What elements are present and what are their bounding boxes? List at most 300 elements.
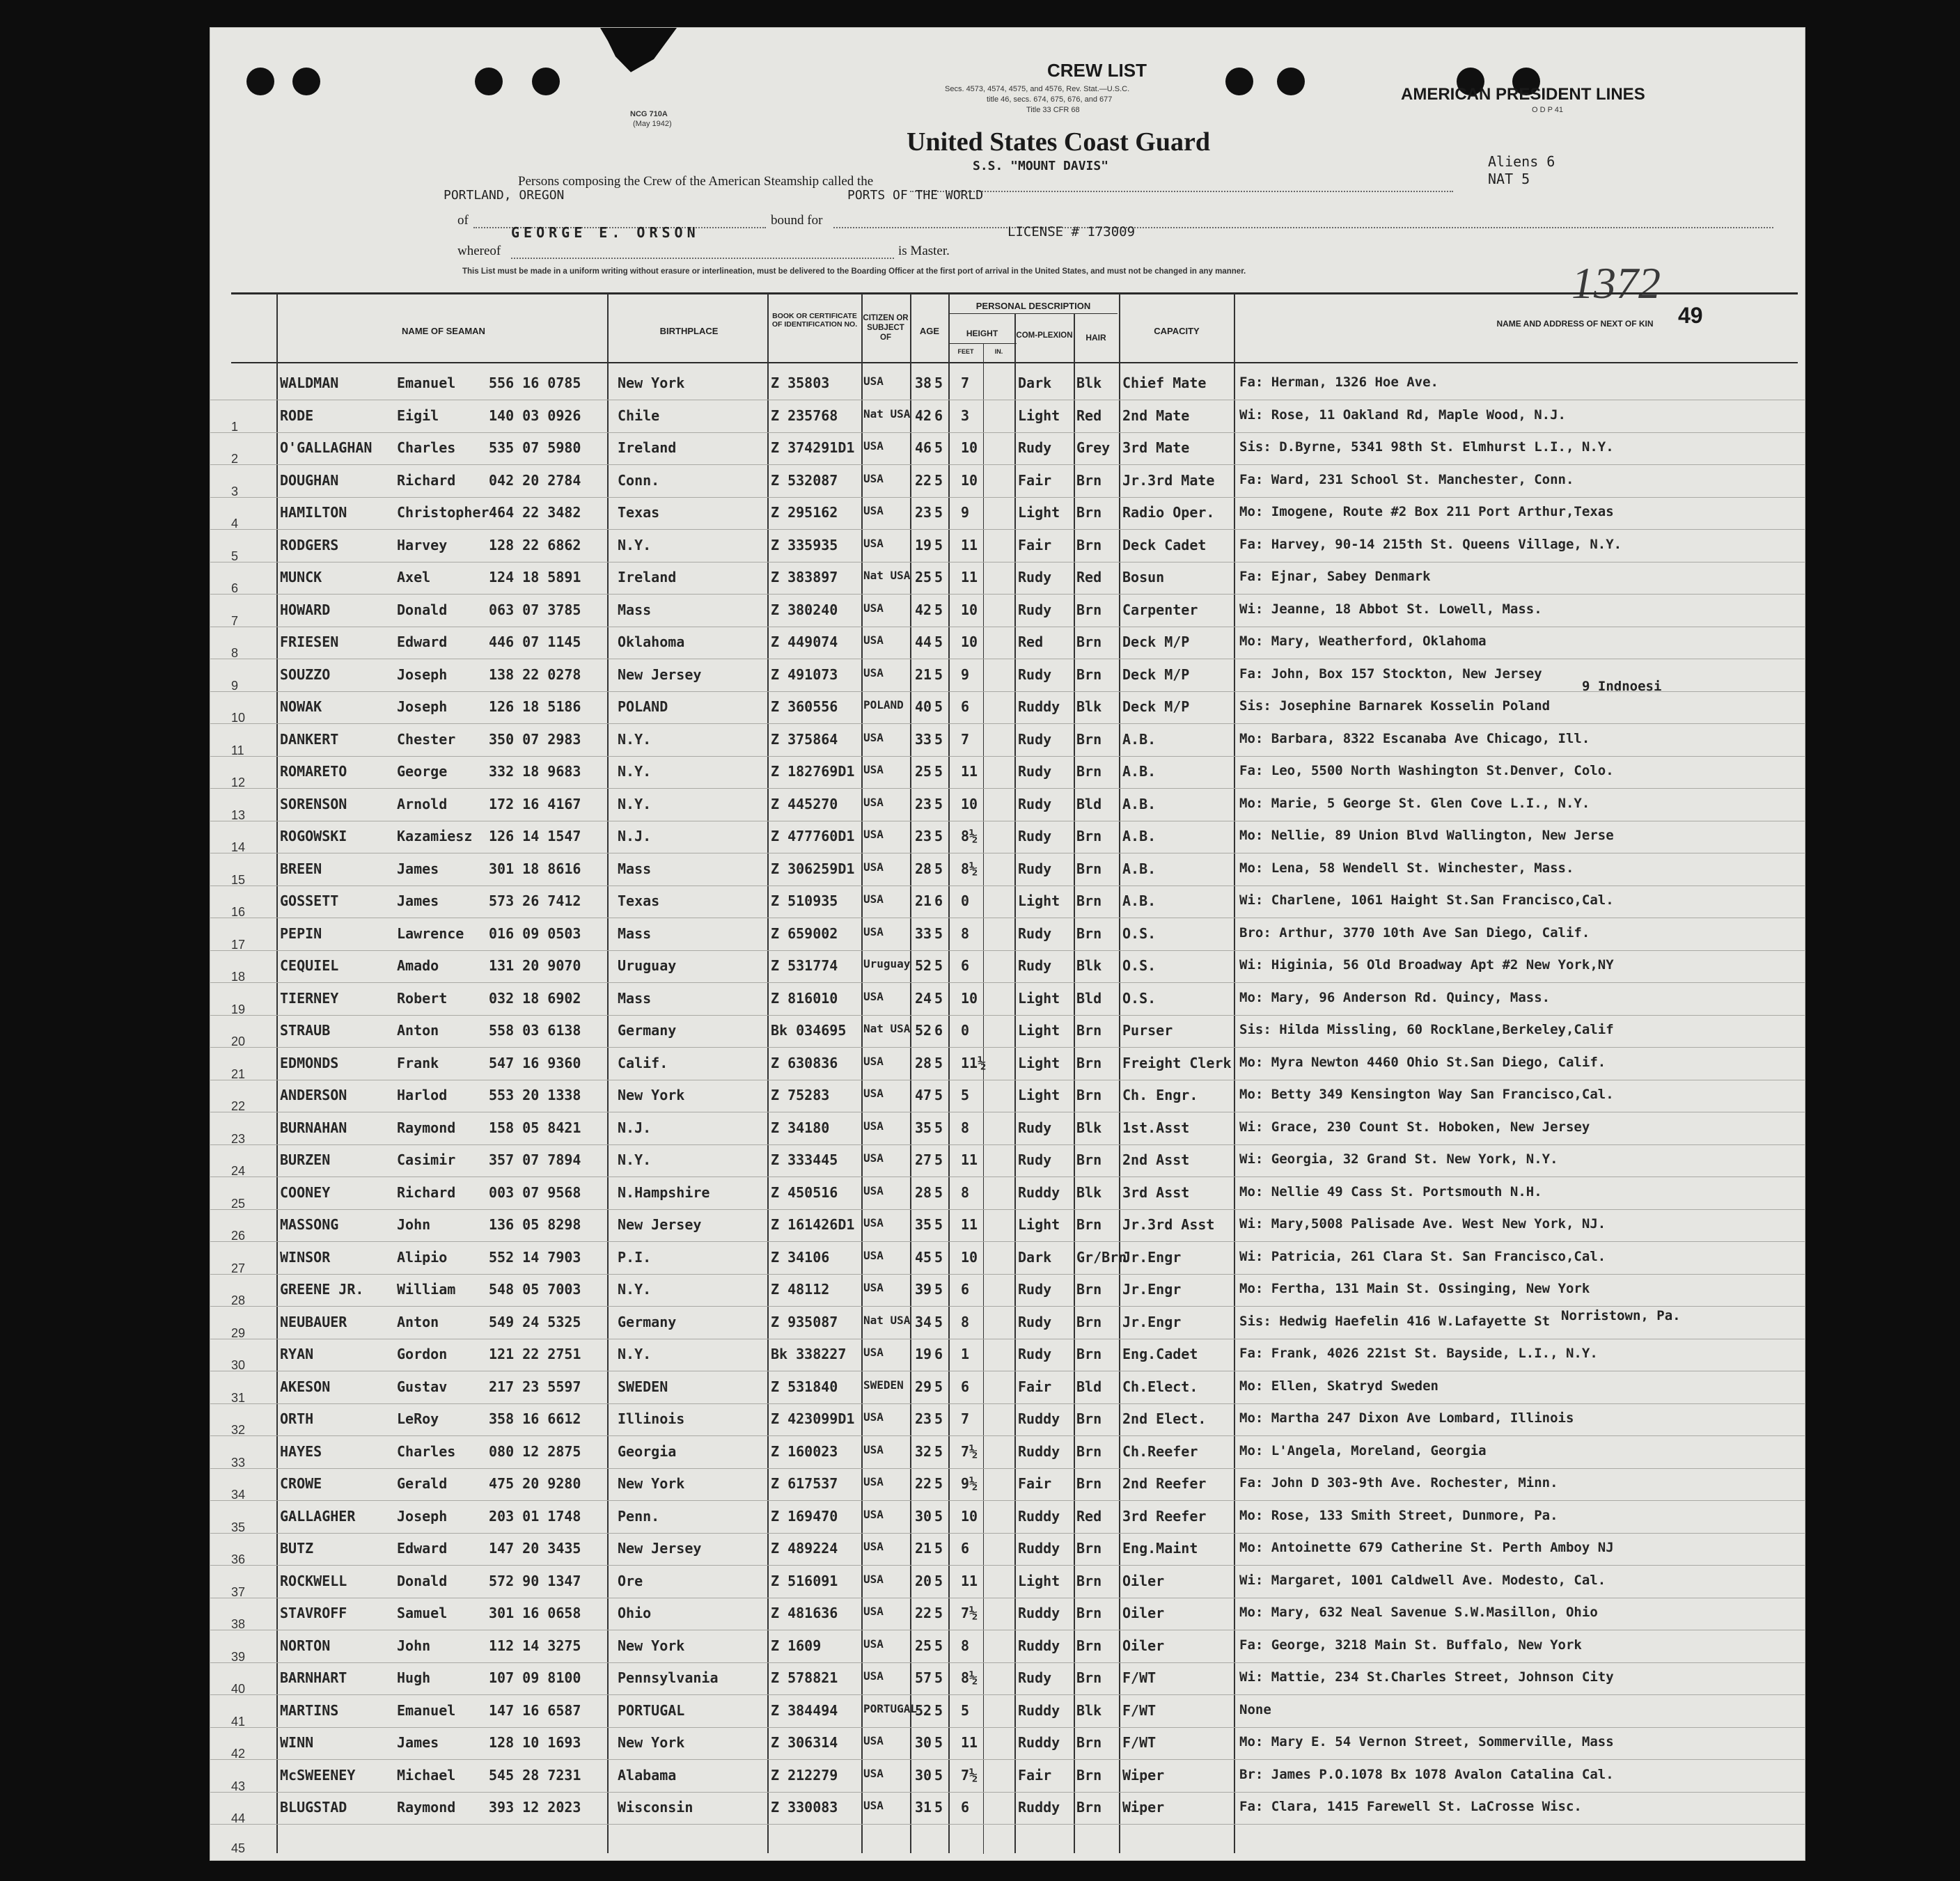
cell-capacity: Jr.Engr (1122, 1313, 1182, 1330)
cell-citizen: USA (863, 1766, 884, 1780)
cell-complexion: Rudy (1018, 1346, 1052, 1362)
cell-ssn: 042 20 2784 (489, 471, 581, 489)
cell-cert: Z 617537 (771, 1475, 838, 1492)
cell-birthplace: Wisconsin (618, 1799, 693, 1816)
cell-cert: Z 531840 (771, 1378, 838, 1395)
cell-given: Gustav (397, 1378, 448, 1395)
cell-kin: None (1239, 1701, 1271, 1717)
cell-capacity: Ch.Elect. (1122, 1378, 1198, 1395)
cell-surname: ROGOWSKI (280, 828, 347, 844)
cell-hair: Red (1076, 569, 1102, 585)
whereof-label: whereof (457, 244, 501, 258)
table-row (210, 1015, 1805, 1048)
cell-in: 10 (961, 795, 978, 812)
form-title: CREW LIST (1047, 60, 1147, 81)
cell-complexion: Dark (1018, 375, 1052, 391)
cell-cert: Z 330083 (771, 1799, 838, 1816)
cell-ft: 5 (934, 860, 943, 877)
col-personal-header: PERSONAL DESCRIPTION (975, 301, 1091, 311)
cell-ssn: 203 01 1748 (489, 1507, 581, 1525)
cell-given: Harvey (397, 536, 448, 553)
cell-kin: Fa: Leo, 5500 North Washington St.Denver, Colo. (1239, 763, 1614, 778)
cell-capacity: Oiler (1122, 1572, 1165, 1589)
cell-birthplace: Calif. (618, 1054, 668, 1071)
cell-complexion: Ruddy (1018, 698, 1060, 715)
line-number: 34 (231, 1488, 246, 1502)
cell-complexion: Fair (1018, 536, 1052, 553)
cell-citizen: USA (863, 633, 884, 647)
cell-ssn: 332 18 9683 (489, 763, 581, 780)
cell-hair: Brn (1076, 860, 1102, 877)
cell-ft: 5 (934, 1410, 943, 1427)
cell-capacity: 2nd Asst (1122, 1151, 1190, 1168)
cell-capacity: A.B. (1122, 730, 1157, 748)
cell-cert: Z 445270 (771, 795, 838, 812)
cell-cert: Z 578821 (771, 1669, 838, 1686)
cell-ssn: 147 20 3435 (489, 1540, 581, 1557)
cell-age: 31 (915, 1799, 932, 1816)
table-row (210, 1436, 1805, 1469)
cell-in: 7½ (961, 1442, 978, 1460)
agency-title: United States Coast Guard (907, 127, 1210, 157)
cell-birthplace: New York (618, 375, 685, 391)
cell-kin: Wi: Mattie, 234 St.Charles Street, Johnson City (1239, 1669, 1614, 1685)
cell-citizen: USA (863, 1054, 884, 1068)
cell-ft: 5 (934, 504, 943, 521)
cell-given: Gordon (397, 1346, 448, 1362)
cell-ssn: 558 03 6138 (489, 1022, 581, 1039)
cell-ft: 5 (934, 633, 943, 650)
cell-age: 30 (915, 1766, 932, 1784)
cell-given: Gerald (397, 1475, 448, 1492)
cell-complexion: Rudy (1018, 957, 1052, 974)
cell-ssn: 475 20 9280 (489, 1475, 581, 1492)
cell-ssn: 107 09 8100 (489, 1669, 581, 1686)
cell-hair: Brn (1076, 471, 1102, 489)
cell-in: 11 (961, 1216, 978, 1233)
cell-age: 22 (915, 1605, 932, 1621)
cell-citizen: USA (863, 1605, 884, 1618)
cell-surname: STRAUB (280, 1022, 331, 1039)
cell-birthplace: Mass (618, 601, 652, 618)
table-row (210, 1112, 1805, 1145)
cell-in: 8½ (961, 828, 978, 844)
cell-hair: Grey (1076, 439, 1111, 456)
cell-surname: NEUBAUER (280, 1313, 347, 1330)
cell-capacity: Deck M/P (1122, 666, 1190, 683)
cell-citizen: USA (863, 860, 884, 874)
cell-in: 7 (961, 1410, 970, 1427)
cell-cert: Z 75283 (771, 1087, 830, 1103)
cell-ssn: 217 23 5597 (489, 1378, 581, 1395)
cell-ft: 5 (934, 1087, 943, 1103)
cell-ft: 5 (934, 1442, 943, 1460)
cell-ft: 5 (934, 989, 943, 1007)
cell-ft: 5 (934, 536, 943, 553)
cell-hair: Brn (1076, 1346, 1102, 1362)
cell-ssn: 393 12 2023 (489, 1799, 581, 1816)
cell-cert: Z 516091 (771, 1572, 838, 1589)
cell-hair: Blk (1076, 1701, 1102, 1719)
cell-kin: Mo: Mary, 632 Neal Savenue S.W.Masillon, Ohio (1239, 1605, 1598, 1620)
cell-citizen: USA (863, 1734, 884, 1747)
col-complexion-header: COM-PLEXION (1016, 331, 1073, 340)
cell-ssn: 138 22 0278 (489, 666, 581, 683)
cell-ssn: 128 22 6862 (489, 536, 581, 553)
cell-birthplace: SWEDEN (618, 1378, 668, 1395)
cell-complexion: Ruddy (1018, 1734, 1060, 1751)
table-row (210, 1630, 1805, 1663)
table-row (210, 789, 1805, 821)
cell-capacity: Deck Cadet (1122, 536, 1207, 553)
cell-cert: Z 295162 (771, 504, 838, 521)
cell-capacity: A.B. (1122, 763, 1157, 780)
cell-complexion: Rudy (1018, 730, 1052, 748)
cell-citizen: USA (863, 730, 884, 744)
table-row (210, 1501, 1805, 1534)
cell-kin: Fa: Frank, 4026 221st St. Bayside, L.I., N.Y. (1239, 1346, 1598, 1361)
cell-complexion: Rudy (1018, 1119, 1052, 1136)
naturalized-count: NAT 5 (1488, 171, 1530, 187)
cell-ssn: 063 07 3785 (489, 601, 581, 618)
cell-birthplace: Ohio (618, 1605, 652, 1621)
cell-birthplace: P.I. (618, 1248, 652, 1266)
cell-ft: 6 (934, 407, 943, 424)
table-row (210, 691, 1805, 724)
cell-complexion: Dark (1018, 1248, 1052, 1266)
cell-kin: Mo: Rose, 133 Smith Street, Dunmore, Pa. (1239, 1507, 1558, 1523)
cell-surname: STAVROFF (280, 1605, 347, 1621)
cell-ssn: 549 24 5325 (489, 1313, 581, 1330)
cell-ssn: 016 09 0503 (489, 924, 581, 942)
cell-kin: Mo: Nellie 49 Cass St. Portsmouth N.H. (1239, 1183, 1542, 1199)
cell-cert: Z 380240 (771, 601, 838, 618)
cell-citizen: USA (863, 1216, 884, 1229)
cell-kin: Mo: Imogene, Route #2 Box 211 Port Arthur,Texas (1239, 504, 1614, 519)
cell-kin: Sis: Hedwig Haefelin 416 W.Lafayette St (1239, 1313, 1551, 1329)
cell-surname: AKESON (280, 1378, 331, 1395)
cell-ssn: 124 18 5891 (489, 569, 581, 585)
cell-kin: Fa: John, Box 157 Stockton, New Jersey (1239, 666, 1542, 682)
cell-age: 28 (915, 860, 932, 877)
cell-cert: Z 335935 (771, 536, 838, 553)
cell-hair: Brn (1076, 1475, 1102, 1492)
cell-hair: Brn (1076, 924, 1102, 942)
cell-surname: BURZEN (280, 1151, 331, 1168)
cell-cert: Z 477760D1 (771, 828, 855, 844)
handwritten-number: 1372 (1571, 258, 1661, 308)
cell-surname: ROMARETO (280, 763, 347, 780)
cell-capacity: O.S. (1122, 957, 1157, 974)
cell-hair: Brn (1076, 1442, 1102, 1460)
cell-age: 52 (915, 957, 932, 974)
cell-age: 21 (915, 892, 932, 909)
cell-hair: Blk (1076, 698, 1102, 715)
cell-in: 11½ (961, 1054, 987, 1071)
cell-hair: Brn (1076, 1281, 1102, 1298)
cell-capacity: Oiler (1122, 1637, 1165, 1654)
cell-citizen: USA (863, 1540, 884, 1553)
cell-age: 22 (915, 471, 932, 489)
cell-age: 22 (915, 1475, 932, 1492)
cell-cert: Z 816010 (771, 989, 838, 1007)
cell-in: 9 (961, 666, 970, 683)
cell-ssn: 172 16 4167 (489, 795, 581, 812)
cell-in: 10 (961, 633, 978, 650)
cell-surname: MARTINS (280, 1701, 339, 1719)
cell-kin: Wi: Patricia, 261 Clara St. San Francisco,Cal. (1239, 1248, 1606, 1264)
cell-age: 28 (915, 1183, 932, 1201)
cell-ft: 5 (934, 1701, 943, 1719)
statute-line-1: Secs. 4573, 4574, 4575, and 4576, Rev. Stat.—U.S.C. (945, 85, 1130, 93)
line-number: 35 (231, 1520, 246, 1534)
cell-hair: Blk (1076, 1119, 1102, 1136)
cell-citizen: USA (863, 375, 884, 388)
cell-given: John (397, 1637, 431, 1654)
line-number: 20 (231, 1034, 246, 1048)
cell-ssn: 126 14 1547 (489, 828, 581, 844)
cell-surname: COONEY (280, 1183, 331, 1201)
cell-kin: Fa: George, 3218 Main St. Buffalo, New York (1239, 1637, 1582, 1653)
cell-citizen: USA (863, 1507, 884, 1521)
cell-given: Robert (397, 989, 448, 1007)
cell-birthplace: New York (618, 1637, 685, 1654)
cell-surname: BUTZ (280, 1540, 314, 1557)
cell-ft: 5 (934, 1248, 943, 1266)
cell-complexion: Ruddy (1018, 1410, 1060, 1427)
cell-capacity: A.B. (1122, 860, 1157, 877)
line-number: 2 (231, 452, 239, 466)
table-row (210, 724, 1805, 757)
cell-in: 0 (961, 1022, 970, 1039)
cell-capacity: F/WT (1122, 1734, 1157, 1751)
cell-kin: Wi: Georgia, 32 Grand St. New York, N.Y. (1239, 1151, 1558, 1167)
cell-surname: RYAN (280, 1346, 314, 1362)
cell-complexion: Light (1018, 892, 1060, 909)
cell-hair: Blk (1076, 1183, 1102, 1201)
cell-cert: Z 481636 (771, 1605, 838, 1621)
line-number: 42 (231, 1747, 246, 1761)
port-of-departure: PORTLAND, OREGON (444, 188, 565, 203)
cell-surname: BARNHART (280, 1669, 347, 1686)
cell-kin: Mo: Barbara, 8322 Escanaba Ave Chicago, Ill. (1239, 730, 1590, 746)
punch-hole-icon (475, 68, 503, 95)
cell-hair: Brn (1076, 1054, 1102, 1071)
cell-ft: 5 (934, 763, 943, 780)
cell-citizen: Nat USA (863, 569, 911, 582)
col-kin-header: NAME AND ADDRESS OF NEXT OF KIN (1496, 319, 1654, 329)
cell-citizen: PORTUGAL (863, 1701, 918, 1715)
cell-age: 23 (915, 1410, 932, 1427)
cell-complexion: Rudy (1018, 1669, 1052, 1686)
punch-hole-icon (532, 68, 560, 95)
cell-capacity: Radio Oper. (1122, 504, 1215, 521)
cell-ft: 5 (934, 1216, 943, 1233)
line-number: 26 (231, 1229, 246, 1243)
cell-citizen: USA (863, 763, 884, 776)
cell-in: 7 (961, 375, 970, 391)
cell-birthplace: Germany (618, 1313, 677, 1330)
table-row (210, 1760, 1805, 1793)
table-row (210, 497, 1805, 530)
cell-birthplace: Conn. (618, 471, 660, 489)
form-number: NCG 710A (630, 110, 668, 118)
bound-for-label: bound for (771, 213, 823, 228)
cell-ssn: 464 22 3482 (489, 504, 581, 521)
cell-citizen: USA (863, 536, 884, 550)
cell-surname: FRIESEN (280, 633, 339, 650)
cell-birthplace: Ore (618, 1572, 643, 1589)
punch-hole-icon (1277, 68, 1305, 95)
cell-kin: Mo: Mary, 96 Anderson Rd. Quincy, Mass. (1239, 989, 1551, 1005)
cell-given: John (397, 1216, 431, 1233)
cell-in: 6 (961, 1281, 970, 1298)
cell-kin: Mo: Betty 349 Kensington Way San Francisco,Cal. (1239, 1087, 1614, 1102)
cell-surname: RODE (280, 407, 314, 424)
cell-hair: Brn (1076, 892, 1102, 909)
cell-kin: Wi: Charlene, 1061 Haight St.San Francisco,Cal. (1239, 892, 1614, 908)
cell-in: 7½ (961, 1766, 978, 1784)
cell-citizen: USA (863, 1442, 884, 1456)
cell-age: 44 (915, 633, 932, 650)
cell-birthplace: N.Y. (618, 536, 652, 553)
cell-ssn: 158 05 8421 (489, 1119, 581, 1136)
cell-ssn: 545 28 7231 (489, 1766, 581, 1784)
cell-hair: Brn (1076, 1540, 1102, 1557)
cell-hair: Red (1076, 1507, 1102, 1525)
cell-ft: 5 (934, 1507, 943, 1525)
cell-complexion: Rudy (1018, 1281, 1052, 1298)
line-number: 11 (231, 743, 244, 757)
cell-hair: Brn (1076, 1022, 1102, 1039)
cell-capacity: Jr.Engr (1122, 1248, 1182, 1266)
cell-citizen: USA (863, 795, 884, 809)
line-number: 29 (231, 1325, 246, 1340)
cell-cert: Z 449074 (771, 633, 838, 650)
cell-citizen: POLAND (863, 698, 904, 711)
cell-kin: Mo: Myra Newton 4460 Ohio St.San Diego, Calif. (1239, 1054, 1606, 1070)
cell-cert: Z 235768 (771, 407, 838, 424)
cell-ssn: 547 16 9360 (489, 1054, 581, 1071)
cell-citizen: USA (863, 601, 884, 615)
line-number: 10 (231, 711, 246, 725)
cell-citizen: USA (863, 924, 884, 938)
cell-given: Axel (397, 569, 431, 585)
cell-in: 6 (961, 1540, 970, 1557)
cell-complexion: Fair (1018, 1378, 1052, 1395)
cell-ssn: 131 20 9070 (489, 957, 581, 974)
cell-age: 29 (915, 1378, 932, 1395)
cell-ssn: 032 18 6902 (489, 989, 581, 1007)
cell-birthplace: New Jersey (618, 666, 702, 683)
line-number: 12 (231, 776, 246, 789)
cell-capacity: Eng.Maint (1122, 1540, 1198, 1557)
cell-ssn: 003 07 9568 (489, 1183, 581, 1201)
cell-birthplace: New York (618, 1734, 685, 1751)
cell-surname: McSWEENEY (280, 1766, 356, 1784)
cell-complexion: Rudy (1018, 666, 1052, 683)
line-number: 36 (231, 1552, 246, 1566)
cell-complexion: Ruddy (1018, 1507, 1060, 1525)
table-row (210, 659, 1805, 692)
cell-birthplace: N.Y. (618, 1151, 652, 1168)
cell-age: 21 (915, 1540, 932, 1557)
line-number: 18 (231, 970, 246, 984)
cell-surname: NOWAK (280, 698, 322, 715)
cell-given: Donald (397, 601, 448, 618)
cell-age: 24 (915, 989, 932, 1007)
cell-given: Joseph (397, 666, 448, 683)
cell-given: James (397, 892, 439, 909)
cell-capacity: Ch.Reefer (1122, 1442, 1198, 1460)
cell-cert: Z 450516 (771, 1183, 838, 1201)
cell-kin: Mo: L'Angela, Moreland, Georgia (1239, 1442, 1487, 1458)
cell-ft: 5 (934, 569, 943, 585)
cell-kin: Wi: Mary,5008 Palisade Ave. West New York, NJ. (1239, 1216, 1606, 1231)
cell-capacity: Purser (1122, 1022, 1173, 1039)
cell-ssn: 301 16 0658 (489, 1605, 581, 1621)
cell-capacity: Deck M/P (1122, 698, 1190, 715)
cell-hair: Red (1076, 407, 1102, 424)
cell-kin: Fa: Ejnar, Sabey Denmark (1239, 569, 1431, 584)
cell-in: 10 (961, 1507, 978, 1525)
cell-hair: Brn (1076, 1637, 1102, 1654)
cell-age: 23 (915, 795, 932, 812)
cell-kin: Fa: John D 303-9th Ave. Rochester, Minn. (1239, 1475, 1558, 1490)
cell-capacity: F/WT (1122, 1701, 1157, 1719)
cell-in: 11 (961, 536, 978, 553)
cell-kin: Mo: Antoinette 679 Catherine St. Perth Amboy NJ (1239, 1540, 1614, 1555)
cell-surname: CROWE (280, 1475, 322, 1492)
cell-surname: ORTH (280, 1410, 314, 1427)
cell-cert: Z 935087 (771, 1313, 838, 1330)
cell-cert: Z 659002 (771, 924, 838, 942)
punch-hole-icon (292, 68, 320, 95)
col-birthplace-header: BIRTHPLACE (659, 326, 719, 336)
cell-ft: 5 (934, 601, 943, 618)
cell-capacity: Eng.Cadet (1122, 1346, 1198, 1362)
cell-complexion: Ruddy (1018, 1701, 1060, 1719)
cell-hair: Blk (1076, 375, 1102, 391)
cell-given: Emanuel (397, 375, 456, 391)
cell-ft: 5 (934, 957, 943, 974)
cell-ssn: 553 20 1338 (489, 1087, 581, 1103)
cell-given: Richard (397, 1183, 456, 1201)
cell-in: 10 (961, 601, 978, 618)
line-number: 32 (231, 1423, 246, 1437)
cell-complexion: Rudy (1018, 569, 1052, 585)
cell-kin: Wi: Margaret, 1001 Caldwell Ave. Modesto, Cal. (1239, 1572, 1606, 1588)
cell-surname: DANKERT (280, 730, 339, 748)
cell-surname: MASSONG (280, 1216, 339, 1233)
table-row (210, 432, 1805, 465)
cell-ft: 5 (934, 1540, 943, 1557)
cell-hair: Brn (1076, 1669, 1102, 1686)
cell-ssn: 136 05 8298 (489, 1216, 581, 1233)
cell-cert: Z 34180 (771, 1119, 830, 1136)
line-number: 39 (231, 1649, 246, 1664)
cell-birthplace: Texas (618, 892, 660, 909)
vessel-name: S.S. "MOUNT DAVIS" (973, 159, 1109, 173)
cell-birthplace: PORTUGAL (618, 1701, 685, 1719)
cell-hair: Brn (1076, 1572, 1102, 1589)
cell-cert: Z 532087 (771, 471, 838, 489)
cell-ssn: 301 18 8616 (489, 860, 581, 877)
cell-given: Edward (397, 633, 448, 650)
cell-given: George (397, 763, 448, 780)
table-row (210, 368, 1805, 400)
company-name: AMERICAN PRESIDENT LINES (1401, 85, 1645, 104)
